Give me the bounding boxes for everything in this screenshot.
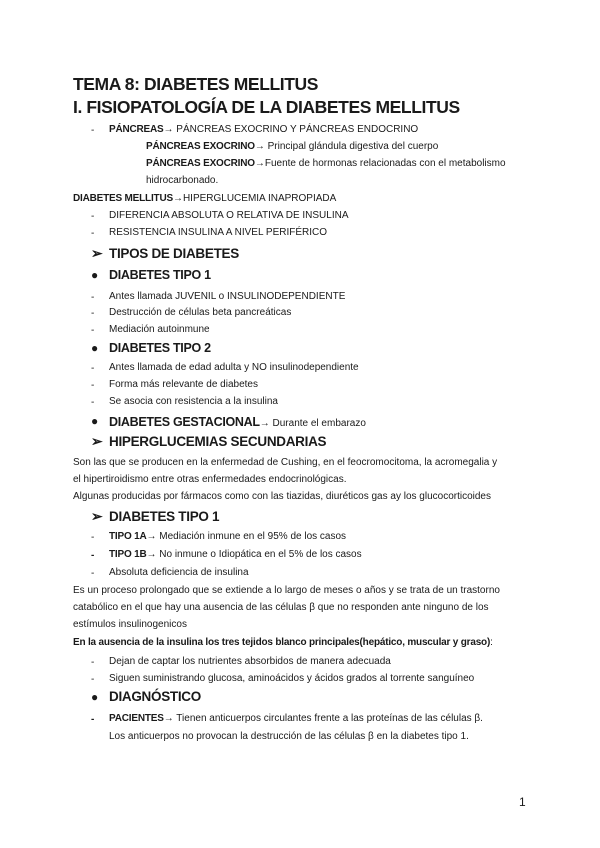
pancreas-endocrino-label: PÁNCREAS EXOCRINO — [146, 158, 255, 169]
dt1-paragraph-line: catabólico en el que hay una ausencia de las células β que no responden ante ninguno de los — [73, 602, 489, 613]
dash-marker: - — [91, 380, 95, 391]
pancreas-label: PÁNCREAS — [109, 124, 164, 135]
ausencia-heading: En la ausencia de la insulina los tres tejidos blanco principales(hepático, muscular y graso) — [73, 637, 491, 648]
tipo2-heading: DIABETES TIPO 2 — [109, 341, 211, 355]
dash-marker: - — [91, 714, 95, 725]
dash-marker: - — [91, 397, 95, 408]
dash-marker: - — [91, 532, 95, 543]
pacientes-label: PACIENTES — [109, 713, 164, 724]
dash-marker: - — [91, 211, 95, 222]
dot-bullet-icon: ● — [91, 690, 99, 704]
diagnostico-heading: DIAGNÓSTICO — [109, 689, 201, 704]
list-item: Forma más relevante de diabetes — [109, 379, 258, 390]
pancreas-exocrino-line — [146, 141, 438, 152]
ausencia-line — [73, 637, 493, 648]
secundarias-heading: HIPERGLUCEMIAS SECUNDARIAS — [109, 434, 327, 449]
list-item: Destrucción de células beta pancreáticas — [109, 307, 292, 318]
list-item: DIFERENCIA ABSOLUTA O RELATIVA DE INSULINA — [109, 210, 349, 221]
list-item: Absoluta deficiencia de insulina — [109, 567, 249, 578]
arrowhead-bullet-icon: ➢ — [91, 433, 103, 449]
dt1-heading: DIABETES TIPO 1 — [109, 509, 220, 524]
secundarias-paragraph-line: Algunas producidas por fármacos como con las tiazidas, diuréticos gas ay los glucocorticoides — [73, 491, 491, 502]
pancreas-endocrino-text-cont: hidrocarbonado. — [146, 175, 219, 186]
tipo1b-text: → No inmune o Idiopática en el 5% de los casos — [146, 549, 362, 560]
gestacional-heading: DIABETES GESTACIONAL — [109, 415, 260, 429]
arrowhead-bullet-icon: ➢ — [91, 245, 103, 261]
pacientes-text-cont: Los anticuerpos no provocan la destrucción de las células β en la diabetes tipo 1. — [109, 731, 469, 742]
list-item: Dejan de captar los nutrientes absorbidos de manera adecuada — [109, 656, 391, 667]
list-item: Antes llamada de edad adulta y NO insulinodependiente — [109, 362, 359, 373]
pancreas-text: → PÁNCREAS EXOCRINO Y PÁNCREAS ENDOCRINO — [163, 124, 419, 135]
list-item: Mediación autoinmune — [109, 324, 210, 335]
dm-label: DIABETES MELLITUS — [73, 193, 173, 204]
ausencia-colon: : — [490, 637, 493, 648]
dm-line — [73, 193, 336, 204]
dot-bullet-icon: ● — [91, 414, 99, 428]
list-item: Siguen suministrando glucosa, aminoácidos y ácidos grados al torrente sanguíneo — [109, 673, 475, 684]
dash-marker: - — [91, 125, 95, 136]
dash-marker: - — [91, 568, 95, 579]
tipo1a-line — [109, 531, 346, 542]
dash-marker: - — [91, 363, 95, 374]
dash-marker: - — [91, 657, 95, 668]
pancreas-line — [109, 124, 418, 135]
list-item: Antes llamada JUVENIL o INSULINODEPENDIENTE — [109, 291, 346, 302]
dash-marker: - — [91, 228, 95, 239]
tipo1a-text: → Mediación inmune en el 95% de los casos — [146, 531, 347, 542]
tipo1b-label: TIPO 1B — [109, 549, 147, 560]
tipo1b-line — [109, 549, 362, 560]
dash-marker: - — [91, 325, 95, 336]
list-item: Se asocia con resistencia a la insulina — [109, 396, 278, 407]
tipo1-heading: DIABETES TIPO 1 — [109, 268, 211, 282]
tipo1a-label: TIPO 1A — [109, 531, 147, 542]
dot-bullet-icon: ● — [91, 268, 99, 282]
gestacional-text: → Durante el embarazo — [259, 418, 366, 429]
dm-text: →HIPERGLUCEMIA INAPROPIADA — [172, 193, 337, 204]
tipos-heading: TIPOS DE DIABETES — [109, 246, 239, 261]
dash-marker: - — [91, 308, 95, 319]
pacientes-line — [109, 713, 483, 724]
pancreas-exocrino-text: → Principal glándula digestiva del cuerpo — [254, 141, 439, 152]
document-title: TEMA 8: DIABETES MELLITUS — [73, 74, 319, 94]
pancreas-exocrino-label: PÁNCREAS EXOCRINO — [146, 141, 255, 152]
arrowhead-bullet-icon: ➢ — [91, 508, 103, 524]
dash-marker: - — [91, 674, 95, 685]
dash-marker: - — [91, 550, 95, 561]
dot-bullet-icon: ● — [91, 341, 99, 355]
pancreas-endocrino-text: →Fuente de hormonas relacionadas con el metabolismo — [254, 158, 506, 169]
dt1-paragraph-line: Es un proceso prolongado que se extiende a lo largo de meses o años y se trata de un trastorno — [73, 585, 500, 596]
secundarias-paragraph-line: el hipertiroidismo entre otras enfermedades endocrinológicas. — [73, 474, 347, 485]
list-item: RESISTENCIA INSULINA A NIVEL PERIFÉRICO — [109, 227, 328, 238]
secundarias-paragraph-line: Son las que se producen en la enfermedad de Cushing, en el feocromocitoma, la acromegalia y — [73, 457, 498, 468]
section-heading: I. FISIOPATOLOGÍA DE LA DIABETES MELLITUS — [73, 97, 460, 117]
page-number: 1 — [519, 795, 526, 809]
gestacional-line — [109, 413, 366, 431]
dash-marker: - — [91, 292, 95, 303]
pancreas-endocrino-line — [146, 158, 506, 169]
pacientes-text: → Tienen anticuerpos circulantes frente a las proteínas de las células β. — [163, 713, 483, 724]
dt1-paragraph-line: estímulos insulinogenicos — [73, 619, 187, 630]
